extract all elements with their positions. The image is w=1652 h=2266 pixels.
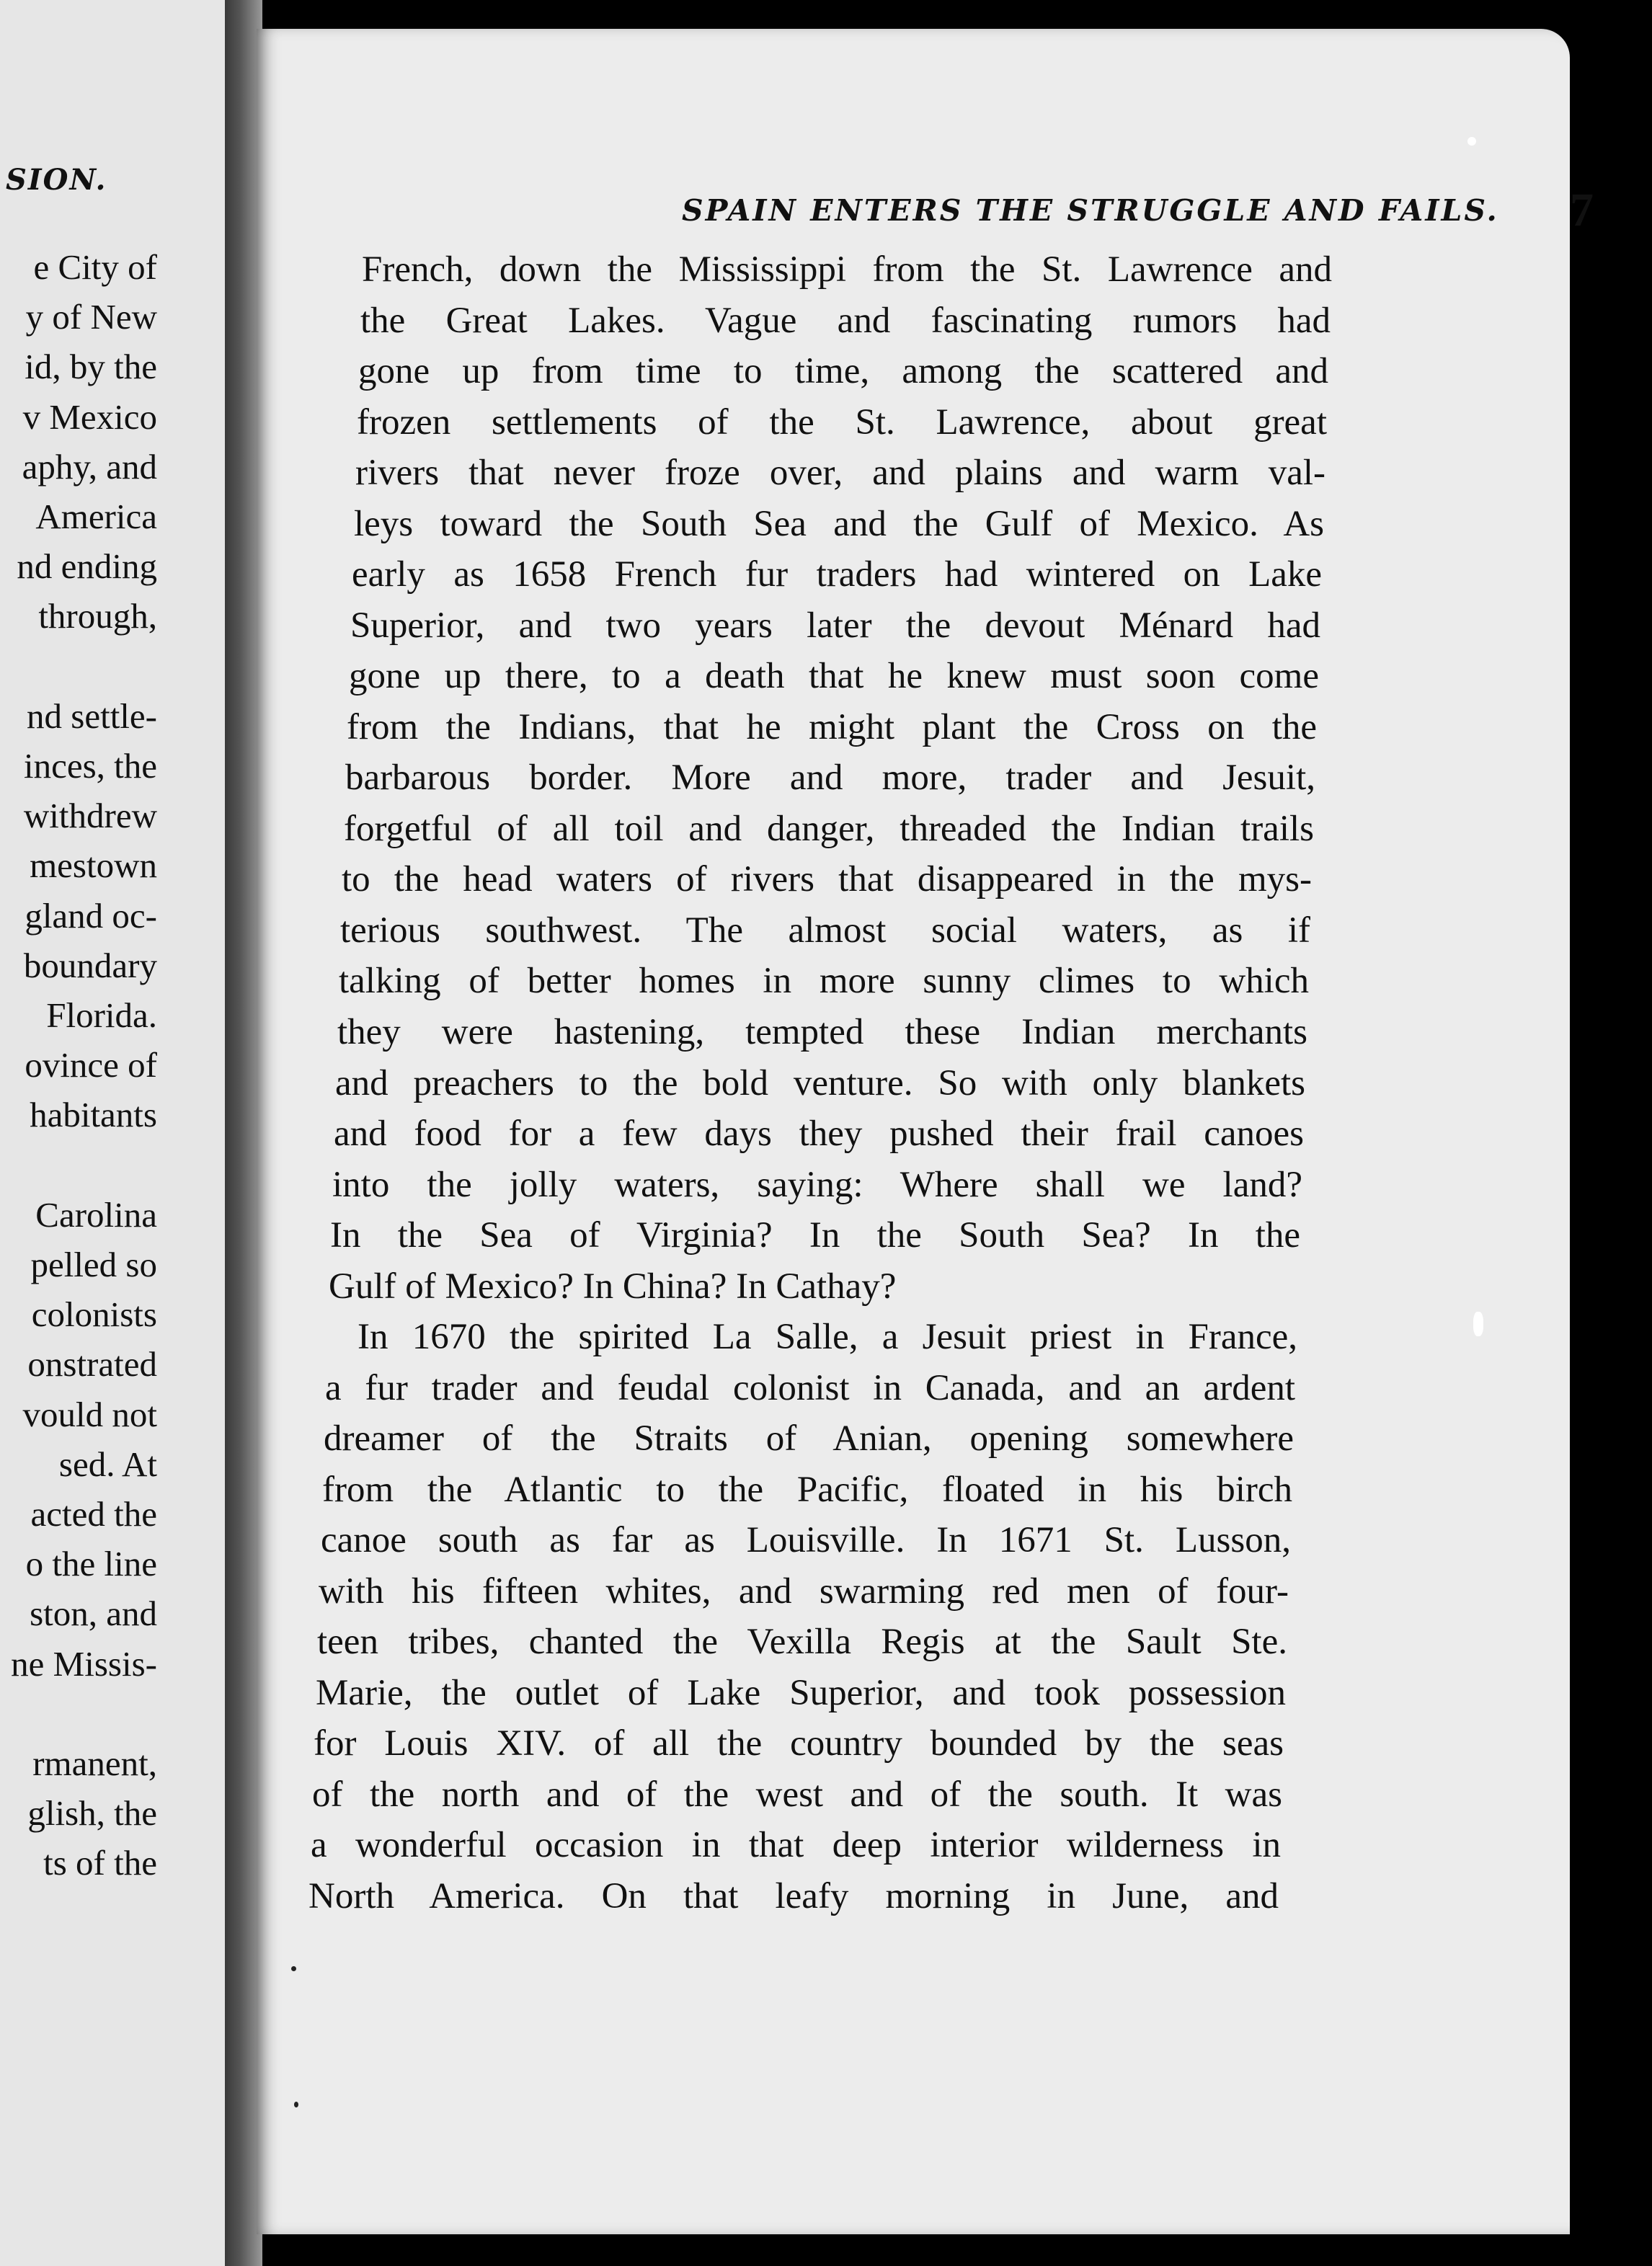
- dust-speck: [1467, 137, 1476, 146]
- left-text-line: onstrated: [27, 1344, 157, 1385]
- running-head: SPAIN ENTERS THE STRUGGLE AND FAILS.: [682, 193, 1499, 228]
- left-text-line: nd ending: [17, 546, 157, 587]
- page-number: 7: [1570, 184, 1594, 236]
- left-text-line: sed. At: [58, 1444, 157, 1484]
- body-text-line: North America. On that leafy morning in June, and: [308, 1876, 1279, 1916]
- body-text-line: frozen settlements of the St. Lawrence, about great: [357, 402, 1327, 443]
- body-text-line: from the Indians, that he might plant the Cross on the: [347, 707, 1317, 747]
- left-text-line: e City of: [33, 247, 157, 287]
- left-text-line: o the line: [25, 1544, 157, 1584]
- left-text-line: v Mexico: [22, 396, 157, 437]
- left-text-line: ts of the: [43, 1843, 157, 1883]
- body-text-line: to the head waters of rivers that disappeared in the mys-: [342, 859, 1312, 899]
- left-page: [0, 0, 232, 2266]
- body-text-line: and preachers to the bold venture. So with only blankets: [335, 1063, 1305, 1103]
- left-text-line: mestown: [30, 845, 157, 886]
- right-page: [257, 29, 1594, 2234]
- left-text-line: aphy, and: [22, 446, 157, 486]
- left-running-head: SION.: [6, 163, 107, 197]
- body-text-line: In the Sea of Virginia? In the South Sea? In the: [330, 1215, 1300, 1256]
- left-text-line: glish, the: [27, 1793, 157, 1834]
- body-text-line: into the jolly waters, saying: Where shall we land?: [332, 1165, 1302, 1205]
- body-text-line: talking of better homes in more sunny climes to which: [339, 961, 1309, 1001]
- body-text-line: with his fifteen whites, and swarming red men of four-: [319, 1571, 1289, 1612]
- body-text-line: Marie, the outlet of Lake Superior, and took possession: [316, 1673, 1286, 1713]
- left-text-line: inces, the: [23, 746, 157, 786]
- left-text-line: y of New: [25, 297, 157, 337]
- body-text-line: leys toward the South Sea and the Gulf of Mexico. As: [354, 504, 1324, 544]
- left-text-line: boundary: [23, 945, 157, 985]
- body-text-line: of the north and of the west and of the south. It was: [312, 1774, 1282, 1815]
- body-text-line: Superior, and two years later the devout Ménard had: [350, 605, 1320, 646]
- body-text-line: dreamer of the Straits of Anian, opening somewhere: [324, 1418, 1294, 1459]
- body-text-line: In 1670 the spirited La Salle, a Jesuit priest in France,: [358, 1317, 1297, 1357]
- body-text-line: terious southwest. The almost social waters, as if: [340, 910, 1310, 951]
- body-text-line: they were hastening, tempted these Indian merchants: [337, 1012, 1307, 1052]
- body-text-line: for Louis XIV. of all the country bounded by the seas: [314, 1723, 1284, 1764]
- left-text-line: through,: [38, 596, 157, 636]
- left-text-line: vould not: [22, 1394, 157, 1434]
- body-text-line: gone up from time to time, among the scattered and: [358, 351, 1328, 391]
- body-text-line: French, down the Mississippi from the St. Lawrence and: [362, 249, 1332, 290]
- body-text-line: rivers that never froze over, and plains and warm val-: [355, 453, 1325, 493]
- dust-speck: [291, 1966, 296, 1971]
- left-text-line: America: [35, 497, 157, 536]
- body-text-line: teen tribes, chanted the Vexilla Regis at the Sault Ste.: [317, 1622, 1287, 1662]
- body-text-line: canoe south as far as Louisville. In 1671 St. Lusson,: [321, 1520, 1291, 1560]
- body-text-line: Gulf of Mexico? In China? In Cathay?: [329, 1266, 897, 1307]
- left-text-line: id, by the: [25, 347, 157, 387]
- body-text-line: the Great Lakes. Vague and fascinating rumors had: [360, 301, 1331, 341]
- left-text-line: Florida.: [46, 995, 157, 1035]
- body-text-line: forgetful of all toil and danger, threaded the Indian trails: [344, 809, 1314, 849]
- body-text-line: gone up there, to a death that he knew must soon come: [349, 656, 1319, 696]
- left-text-line: rmanent,: [32, 1743, 157, 1783]
- left-text-line: pelled so: [30, 1245, 157, 1284]
- body-text-line: a fur trader and feudal colonist in Canada, and an ardent: [325, 1368, 1295, 1408]
- left-text-line: ovince of: [25, 1045, 157, 1085]
- body-text-line: early as 1658 French fur traders had wintered on Lake: [352, 554, 1322, 595]
- body-text-line: and food for a few days they pushed their frail canoes: [334, 1114, 1304, 1154]
- left-text-line: Carolina: [35, 1194, 157, 1235]
- body-text-line: from the Atlantic to the Pacific, floated in his birch: [322, 1470, 1292, 1510]
- left-text-line: ne Missis-: [11, 1643, 157, 1684]
- dust-speck: [1473, 1312, 1483, 1336]
- left-text-line: colonists: [31, 1294, 157, 1335]
- body-text-line: a wonderful occasion in that deep interior wilderness in: [311, 1825, 1281, 1865]
- left-text-line: nd settle-: [27, 696, 157, 736]
- body-text-line: barbarous border. More and more, trader and Jesuit,: [345, 757, 1315, 798]
- left-text-line: gland oc-: [25, 895, 157, 936]
- left-text-line: withdrew: [23, 796, 157, 836]
- left-text-line: habitants: [30, 1095, 157, 1135]
- left-text-line: ston, and: [30, 1594, 157, 1634]
- dust-speck: [294, 2102, 298, 2107]
- left-text-line: acted the: [30, 1494, 157, 1534]
